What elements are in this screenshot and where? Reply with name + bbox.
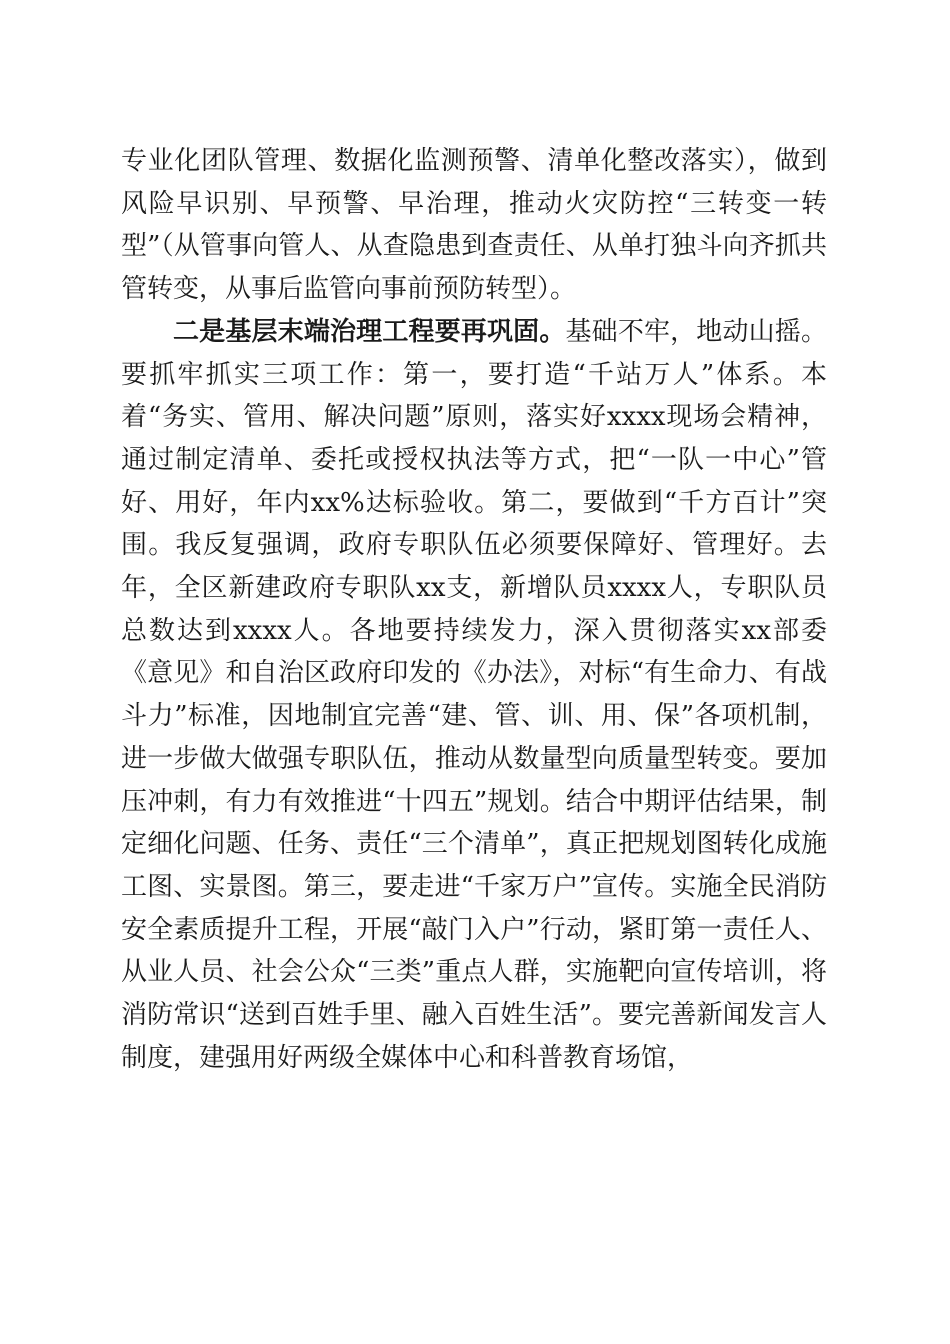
- paragraph-text: 基础不牢，地动山摇。要抓牢抓实三项工作：第一，要打造“千站万人”体系。本着“务实、管用、解决问题”原则，落实好xxxx现场会精神，通过制定清单、委托或授权执法等方式，把“一队一中心”管好、用好，年内xx%达标验收。第二，要做到“千方百计”突围。我反复强调，政府专职队伍必须要保障好、管理好。去年，全区新建政府专职队xx支，新增队员xxxx人，专职队员总数达到xxxx人。各地要持续发力，深入贯彻落实xx部委《意见》和自治区政府印发的《办法》，对标“有生命力、有战斗力”标准，因地制宜完善“建、管、训、用、保”各项机制，进一步做大做强专职队伍，推动从数量型向质量型转变。要加压冲刺，有力有效推进“十四五”规划。结合中期评估结果，制定细化问题、任务、责任“三个清单”，真正把规划图转化成施工图、实景图。第三，要走进“千家万户”宣传。实施全民消防安全素质提升工程，开展“敲门入户”行动，紧盯第一责任人、从业人员、社会公众“三类”重点人群，实施靶向宣传培训，将消防常识“送到百姓手里、融入百姓生活”。要完善新闻发言人制度，建强用好两级全媒体中心和科普教育场馆，: [121, 316, 827, 1073]
- paragraph-text: 专业化团队管理、数据化监测预警、清单化整改落实），做到风险早识别、早预警、早治理，推动火灾防控“三转变一转型”（从管事向管人、从查隐患到查责任、从单打独斗向齐抓共管转变，从事后监管向事前预防转型）。: [121, 146, 827, 305]
- document-body: [121, 140, 827, 1079]
- paragraph-heading: 二是基层末端治理工程要再巩固。: [173, 316, 566, 347]
- paragraph-grassroots-governance: [121, 311, 827, 1080]
- paragraph-continuation: [121, 140, 827, 311]
